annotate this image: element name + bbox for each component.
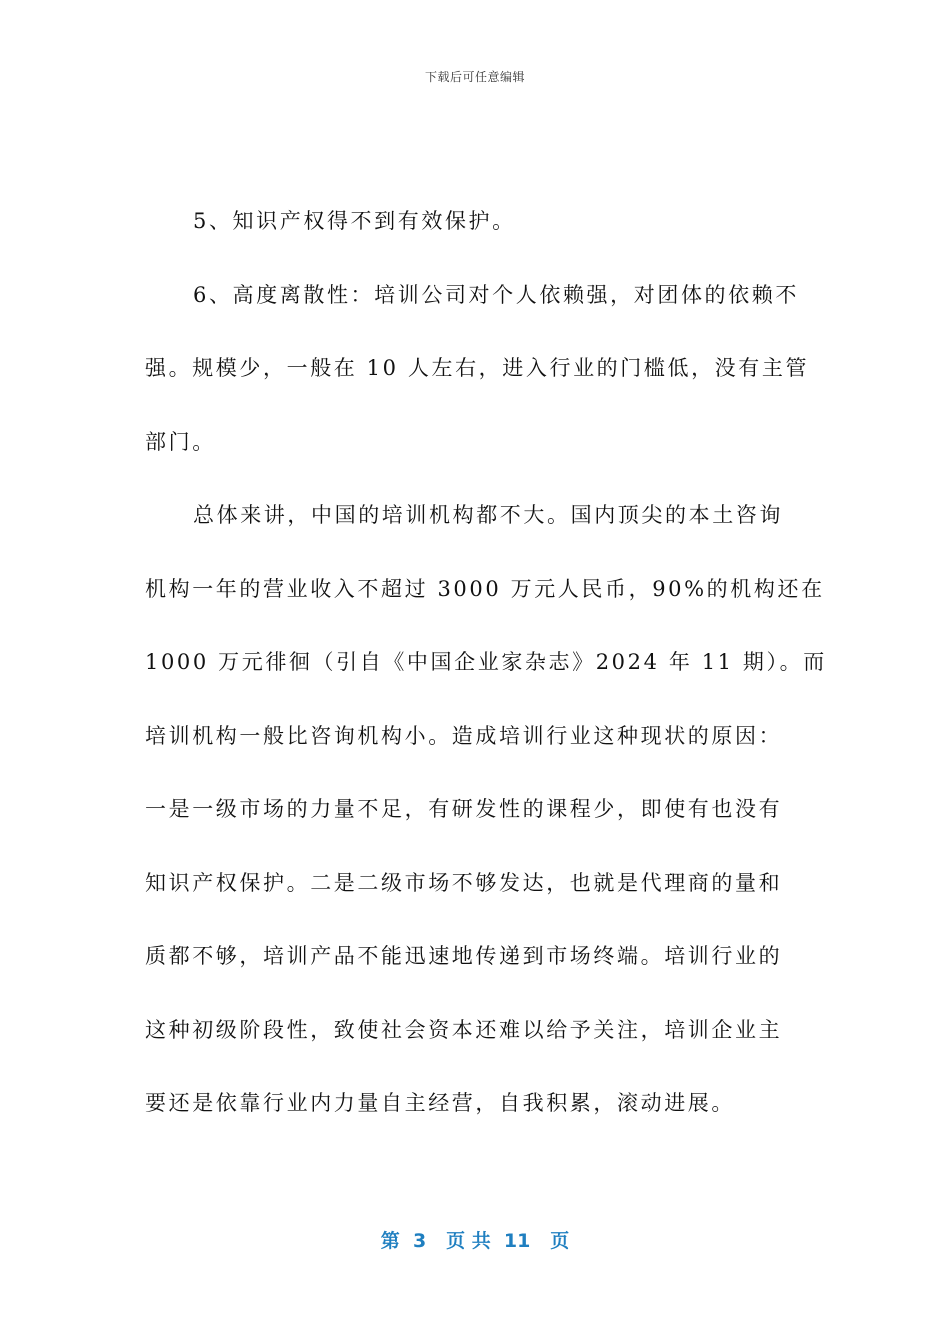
text-line-point-5: 5、知识产权得不到有效保护。 [193,209,516,233]
text-line: 知识产权保护。二是二级市场不够发达，也就是代理商的量和 [145,870,783,895]
header-note: 下载后可任意编辑 [424,70,525,84]
text-line: 强。规模少，一般在 10 人左右，进入行业的门槛低，没有主管 [145,356,810,380]
text-line-point-6: 6、高度离散性：培训公司对个人依赖强，对团体的依赖不 [193,282,799,307]
text-line: 培训机构一般比咨询机构小。造成培训行业这种现状的原因： [145,723,783,748]
text-line: 1000 万元徘徊（引自《中国企业家杂志》2024 年 11 期）。而 [145,650,827,674]
text-line: 质都不够，培训产品不能迅速地传递到市场终端。培训行业的 [145,944,783,968]
text-line: 机构一年的营业收入不超过 3000 万元人民币，90%的机构还在 [145,576,825,601]
text-line: 这种初级阶段性，致使社会资本还难以给予关注，培训企业主 [145,1017,783,1042]
page-number-footer: 第 3 页 共 11 页 [380,1230,570,1252]
text-line: 部门。 [145,429,216,454]
text-line: 要还是依靠行业内力量自主经营，自我积累，滚动进展。 [145,1091,735,1115]
document-body [145,185,827,1141]
text-line-summary-start: 总体来讲，中国的培训机构都不大。国内顶尖的本土咨询 [193,503,783,527]
text-line: 一是一级市场的力量不足，有研发性的课程少，即使有也没有 [145,797,783,821]
